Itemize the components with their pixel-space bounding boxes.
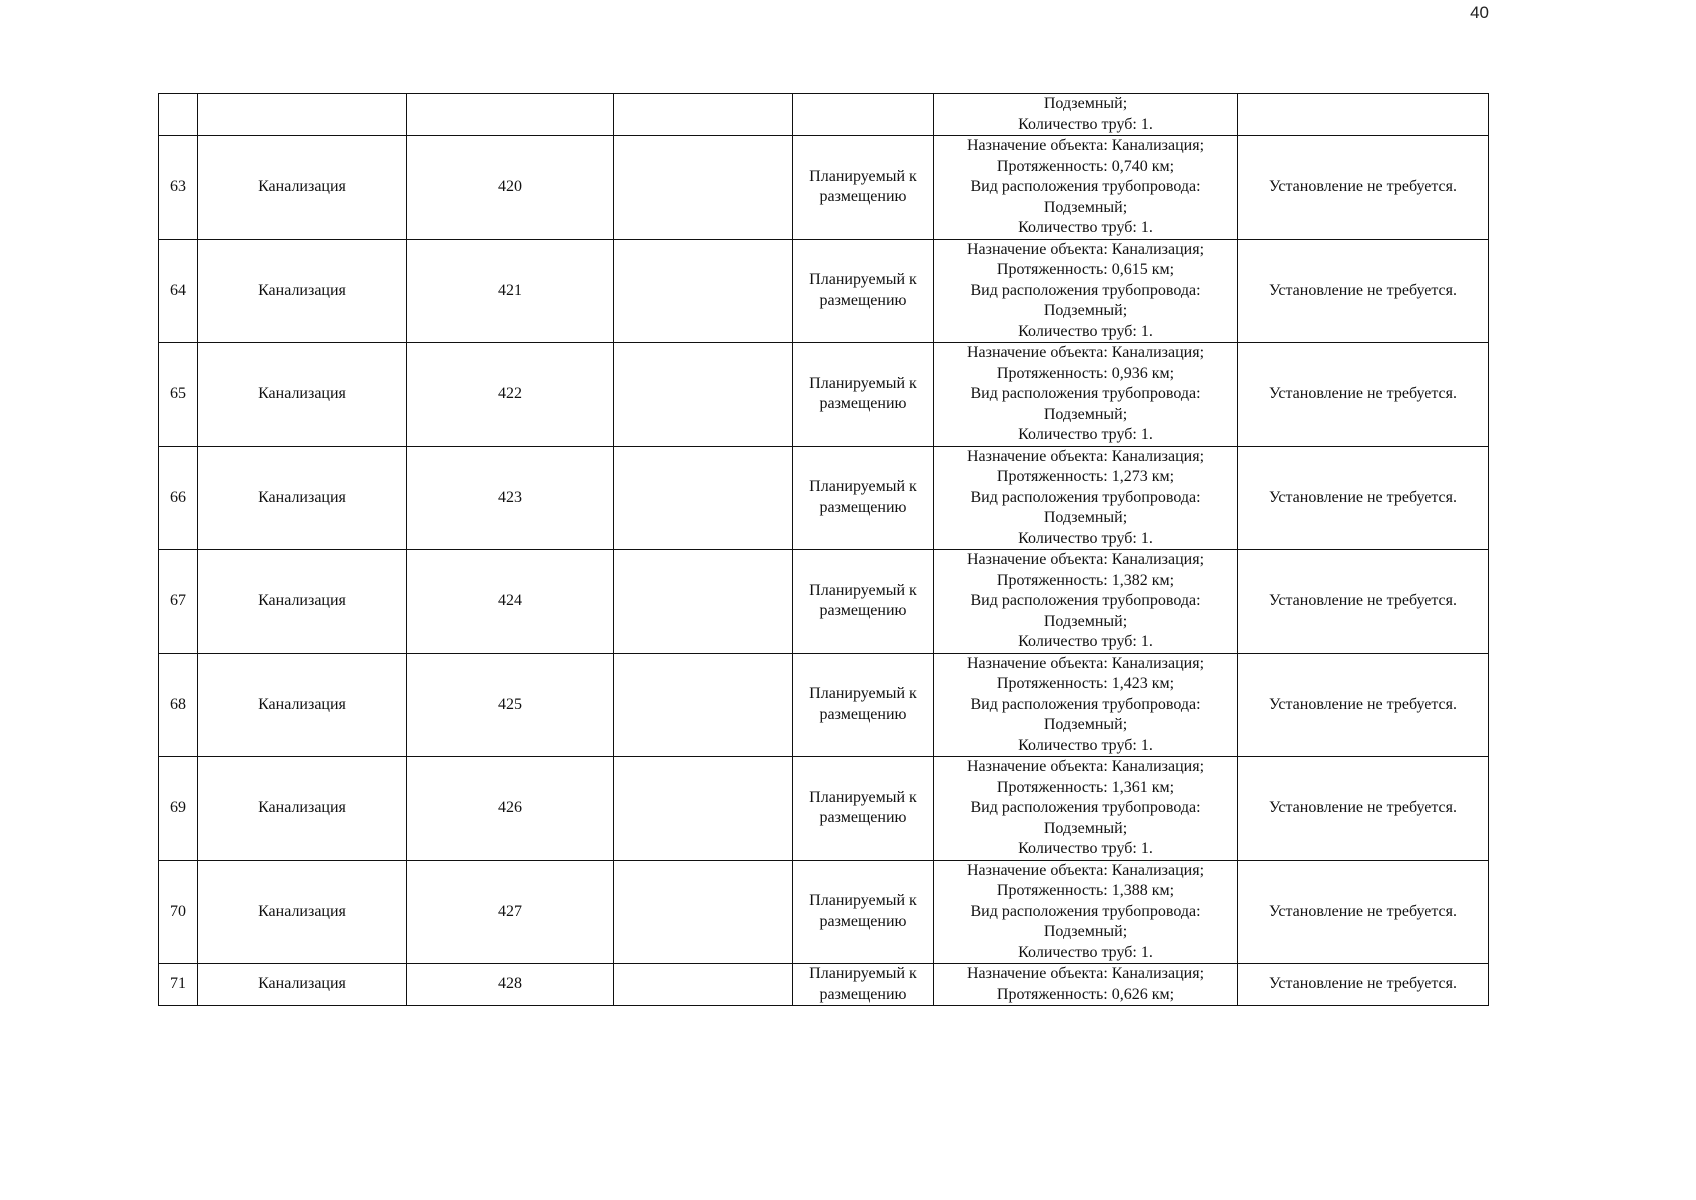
description-line: Количество труб: 1.: [1018, 219, 1153, 236]
description-line: Вид расположения трубопровода:: [970, 281, 1201, 299]
description-line: Подземный;: [1043, 198, 1128, 216]
protection-zone-cell: Установление не требуется.: [1238, 239, 1489, 343]
object-name-cell: Канализация: [198, 136, 407, 240]
protection-zone-cell: Установление не требуется.: [1238, 550, 1489, 654]
description-line: Подземный;: [1043, 716, 1128, 733]
description-cell: [934, 550, 1238, 654]
description-line: Количество труб: 1.: [1018, 633, 1153, 650]
table-row: [159, 860, 1489, 964]
empty-cell: [614, 94, 793, 136]
empty-cell: [614, 239, 793, 343]
num-cell: [159, 94, 198, 136]
protection-zone-cell: Установление не требуется.: [1238, 653, 1489, 757]
object-name-cell: Канализация: [198, 757, 407, 861]
objects-table: [158, 93, 1489, 1006]
description-line: Протяженность: 1,423 км;: [996, 675, 1175, 692]
object-code-cell: 424: [407, 550, 614, 654]
row-number-cell: 64: [159, 239, 198, 343]
description-line: Протяженность: 0,615 км;: [996, 261, 1175, 278]
protection-zone-cell: Установление не требуется.: [1238, 964, 1489, 1006]
description-line: Протяженность: 1,388 км;: [996, 882, 1175, 899]
empty-cell: [614, 964, 793, 1006]
protection-zone-cell: Установление не требуется.: [1238, 860, 1489, 964]
description-line: Количество труб: 1.: [1018, 736, 1153, 754]
description-cell: [934, 136, 1238, 240]
object-name-cell: Канализация: [198, 446, 407, 550]
description-line: Назначение объекта: Канализация;: [966, 965, 1205, 982]
status-cell: Планируемый к размещению: [793, 860, 934, 964]
description-line: Подземный;: [1043, 923, 1128, 940]
description-line: Вид расположения трубопровода:: [970, 592, 1201, 609]
row-number-cell: 65: [159, 343, 198, 447]
description-line: Подземный;: [1043, 95, 1128, 112]
description-cell: [934, 94, 1238, 136]
object-code-cell: 425: [407, 653, 614, 757]
description-line: Подземный;: [1043, 509, 1128, 526]
object-name-cell: Канализация: [198, 239, 407, 343]
table-row: [159, 446, 1489, 550]
protection-zone-cell: Установление не требуется.: [1238, 136, 1489, 240]
zone-cell: [1238, 94, 1489, 136]
status-cell: [793, 94, 934, 136]
description-cell: [934, 860, 1238, 964]
object-code-cell: 422: [407, 343, 614, 447]
description-line: Назначение объекта: Канализация;: [966, 758, 1205, 775]
object-name-cell: Канализация: [198, 343, 407, 447]
description-line: Вид расположения трубопровода:: [970, 695, 1201, 713]
status-cell: Планируемый к размещению: [793, 653, 934, 757]
description-line: Протяженность: 1,273 км;: [996, 468, 1175, 485]
status-cell: Планируемый к размещению: [793, 343, 934, 447]
description-line: Количество труб: 1.: [1018, 943, 1153, 961]
row-number-cell: 68: [159, 653, 198, 757]
status-cell: Планируемый к размещению: [793, 550, 934, 654]
object-code-cell: 428: [407, 964, 614, 1006]
description-line: Количество труб: 1.: [1018, 426, 1153, 443]
object-name-cell: Канализация: [198, 964, 407, 1006]
description-cell: [934, 653, 1238, 757]
object-code-cell: 420: [407, 136, 614, 240]
object-code-cell: 427: [407, 860, 614, 964]
name-cell: [198, 94, 407, 136]
description-line: Назначение объекта: Канализация;: [966, 447, 1205, 465]
description-line: Назначение объекта: Канализация;: [966, 344, 1205, 361]
table-row: [159, 136, 1489, 240]
description-line: Подземный;: [1043, 612, 1128, 630]
object-code-cell: 423: [407, 446, 614, 550]
object-code-cell: 421: [407, 239, 614, 343]
empty-cell: [614, 343, 793, 447]
description-line: Количество труб: 1.: [1018, 322, 1153, 340]
table-row: [159, 550, 1489, 654]
empty-cell: [614, 550, 793, 654]
description-line: Назначение объекта: Канализация;: [966, 240, 1205, 258]
row-number-cell: 63: [159, 136, 198, 240]
protection-zone-cell: Установление не требуется.: [1238, 343, 1489, 447]
empty-cell: [614, 653, 793, 757]
description-line: Протяженность: 0,740 км;: [996, 157, 1175, 175]
description-line: Подземный;: [1043, 405, 1128, 423]
row-number-cell: 70: [159, 860, 198, 964]
description-line: Вид расположения трубопровода:: [970, 178, 1201, 195]
description-line: Вид расположения трубопровода:: [970, 488, 1201, 506]
description-line: Вид расположения трубопровода:: [970, 902, 1201, 920]
empty-cell: [614, 446, 793, 550]
protection-zone-cell: Установление не требуется.: [1238, 446, 1489, 550]
table-row: [159, 757, 1489, 861]
description-line: Назначение объекта: Канализация;: [966, 654, 1205, 672]
protection-zone-cell: Установление не требуется.: [1238, 757, 1489, 861]
status-cell: Планируемый к размещению: [793, 239, 934, 343]
description-line: Протяженность: 1,361 км;: [996, 778, 1175, 796]
empty-cell: [614, 136, 793, 240]
code-cell: [407, 94, 614, 136]
row-number-cell: 69: [159, 757, 198, 861]
description-line: Протяженность: 1,382 км;: [996, 571, 1175, 589]
table-row: [159, 343, 1489, 447]
object-name-cell: Канализация: [198, 550, 407, 654]
page-number: 40: [1470, 3, 1489, 22]
description-cell: [934, 343, 1238, 447]
object-name-cell: Канализация: [198, 860, 407, 964]
description-line: Назначение объекта: Канализация;: [966, 861, 1205, 879]
description-line: Подземный;: [1043, 819, 1128, 837]
status-cell: Планируемый к размещению: [793, 446, 934, 550]
description-cell: [934, 446, 1238, 550]
description-line: Протяженность: 0,626 км;: [996, 985, 1175, 1003]
description-line: Подземный;: [1043, 302, 1128, 319]
table-row: [159, 653, 1489, 757]
description-cell: [934, 239, 1238, 343]
table-row: [159, 964, 1489, 1006]
status-cell: Планируемый к размещению: [793, 757, 934, 861]
empty-cell: [614, 860, 793, 964]
description-line: Количество труб: 1.: [1018, 529, 1153, 547]
description-line: Назначение объекта: Канализация;: [966, 551, 1205, 568]
description-line: Протяженность: 0,936 км;: [996, 364, 1175, 382]
status-cell: Планируемый к размещению: [793, 136, 934, 240]
row-number-cell: 67: [159, 550, 198, 654]
row-number-cell: 66: [159, 446, 198, 550]
description-line: Вид расположения трубопровода:: [970, 385, 1201, 402]
table-row: [159, 239, 1489, 343]
description-cell: [934, 757, 1238, 861]
continuation-row: [159, 94, 1489, 136]
description-line: Назначение объекта: Канализация;: [966, 137, 1205, 154]
row-number-cell: 71: [159, 964, 198, 1006]
description-line: Вид расположения трубопровода:: [970, 799, 1201, 816]
description-line: Количество труб: 1.: [1018, 840, 1153, 857]
object-name-cell: Канализация: [198, 653, 407, 757]
description-cell: [934, 964, 1238, 1006]
empty-cell: [614, 757, 793, 861]
description-line: Количество труб: 1.: [1018, 115, 1153, 133]
status-cell: Планируемый к размещению: [793, 964, 934, 1006]
object-code-cell: 426: [407, 757, 614, 861]
